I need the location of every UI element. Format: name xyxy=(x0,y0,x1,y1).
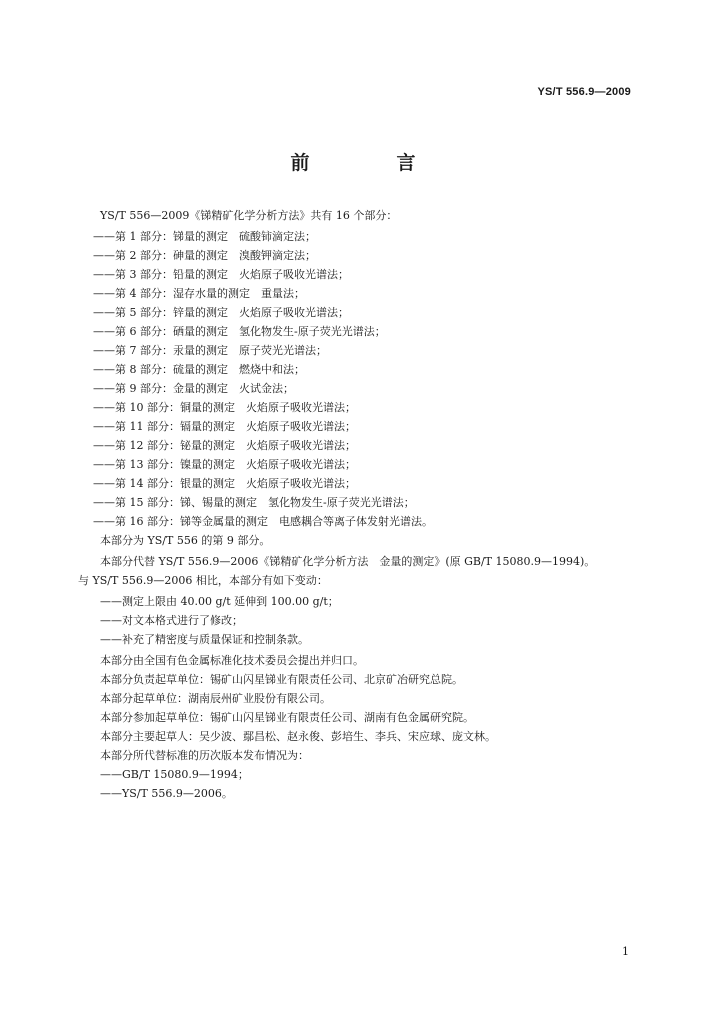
part-item: ——第 1 部分：锑量的测定 硫酸铈滴定法； xyxy=(93,230,316,243)
page-title: 前 言 xyxy=(290,152,450,174)
part-item: ——第 7 部分：汞量的测定 原子荧光光谱法； xyxy=(93,344,327,357)
history-item: ——GB/T 15080.9—1994； xyxy=(100,768,249,781)
part-item: ——第 8 部分：硫量的测定 燃烧中和法； xyxy=(93,363,305,376)
page-number: 1 xyxy=(622,945,629,958)
standard-code: YS/T 556.9—2009 xyxy=(537,86,631,98)
part-item: ——第 5 部分：锌量的测定 火焰原子吸收光谱法； xyxy=(93,306,349,319)
part-item: ——第 4 部分：湿存水量的测定 重量法； xyxy=(93,287,305,300)
proposed-text: 本部分由全国有色金属标准化技术委员会提出并归口。 xyxy=(100,654,364,667)
responsible-text: 本部分负责起草单位：锡矿山闪星锑业有限责任公司、北京矿冶研究总院。 xyxy=(100,673,463,686)
part-item: ——第 10 部分：铜量的测定 火焰原子吸收光谱法； xyxy=(93,401,356,414)
part-item: ——第 2 部分：砷量的测定 溴酸钾滴定法； xyxy=(93,249,316,262)
part-item: ——第 6 部分：硒量的测定 氢化物发生-原子荧光光谱法； xyxy=(93,325,386,338)
replaces-text: 本部分代替 YS/T 556.9—2006《锑精矿化学分析方法 金量的测定》(原 GB/T 15080.9—1994)。 xyxy=(100,555,596,568)
participating-text: 本部分参加起草单位：锡矿山闪星锑业有限责任公司、湖南有色金属研究院。 xyxy=(100,711,474,724)
compared-text: 与 YS/T 556.9—2006 相比，本部分有如下变动： xyxy=(78,574,328,587)
part-item: ——第 12 部分：铋量的测定 火焰原子吸收光谱法； xyxy=(93,439,356,452)
change-item: ——测定上限由 40.00 g/t 延伸到 100.00 g/t； xyxy=(100,595,339,608)
part-item: ——第 11 部分：镉量的测定 火焰原子吸收光谱法； xyxy=(93,420,356,433)
this-part-text: 本部分为 YS/T 556 的第 9 部分。 xyxy=(100,534,271,547)
part-item: ——第 3 部分：铅量的测定 火焰原子吸收光谱法； xyxy=(93,268,349,281)
history-intro-text: 本部分所代替标准的历次版本发布情况为： xyxy=(100,749,309,762)
part-item: ——第 14 部分：银量的测定 火焰原子吸收光谱法； xyxy=(93,477,356,490)
change-item: ——补充了精密度与质量保证和控制条款。 xyxy=(100,633,309,646)
drafting-unit-text: 本部分起草单位：湖南辰州矿业股份有限公司。 xyxy=(100,692,331,705)
drafters-text: 本部分主要起草人：吴少波、鄢昌松、赵永俊、彭培生、李兵、宋应球、庞文林。 xyxy=(100,730,496,743)
intro-text: YS/T 556—2009《锑精矿化学分析方法》共有 16 个部分： xyxy=(100,209,398,222)
part-item: ——第 9 部分：金量的测定 火试金法； xyxy=(93,382,294,395)
part-item: ——第 13 部分：镍量的测定 火焰原子吸收光谱法； xyxy=(93,458,356,471)
change-item: ——对文本格式进行了修改； xyxy=(100,614,243,627)
part-item: ——第 15 部分：锑、锡量的测定 氢化物发生-原子荧光光谱法； xyxy=(93,496,415,509)
history-item: ——YS/T 556.9—2006。 xyxy=(100,787,233,800)
part-item: ——第 16 部分：锑等金属量的测定 电感耦合等离子体发射光谱法。 xyxy=(93,515,433,528)
